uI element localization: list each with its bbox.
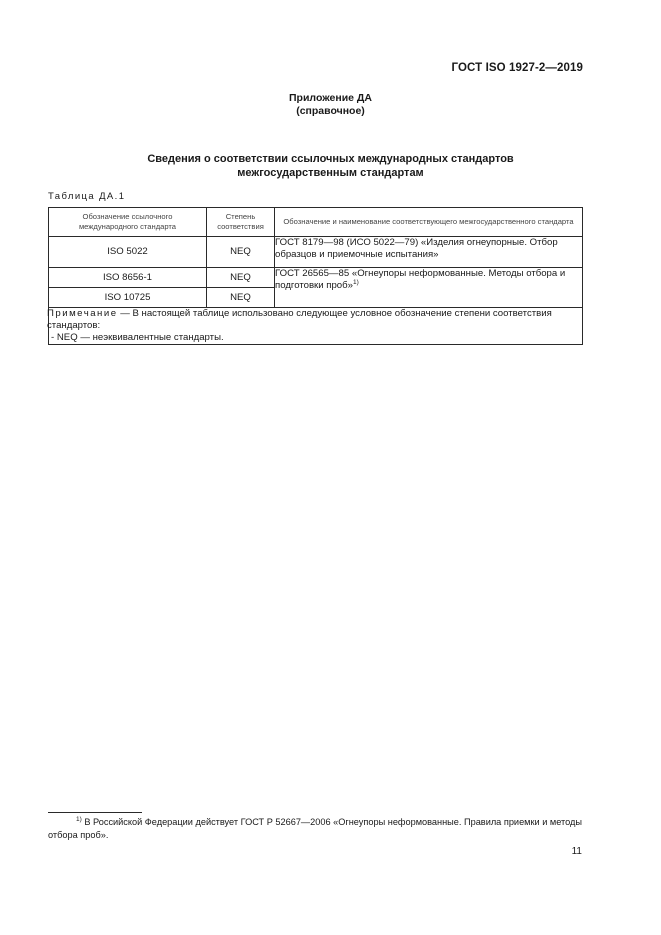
footnote-mark: 1) (76, 816, 82, 823)
header-degree: Степень соответствия (207, 208, 275, 237)
note-body: — В настоящей таблице использовано следующее условное обозначение степени соответствия стандартов: (47, 308, 552, 331)
cell-degree: NEQ (207, 237, 275, 268)
cell-standard: ISO 8656-1 (49, 268, 207, 288)
cell-description: ГОСТ 8179—98 (ИСО 5022—79) «Изделия огнеупорные. Отбор образцов и приемочные испытания» (275, 237, 583, 268)
note-item: - NEQ — неэквивалентные стандарты. (51, 332, 224, 343)
footnote-reference: 1) (352, 279, 359, 286)
cell-standard: ISO 5022 (49, 237, 207, 268)
appendix-title: Приложение ДА (289, 92, 372, 104)
table-header-row (49, 208, 583, 237)
cell-description (275, 268, 583, 308)
correspondence-table (48, 207, 583, 345)
page-number: 11 (571, 846, 582, 857)
table-row (49, 237, 583, 268)
note-text (47, 308, 582, 332)
header-standard: Обозначение ссылочного международного стандарта (49, 208, 207, 237)
note-label: Примечание (47, 308, 118, 319)
table-caption: Таблица ДА.1 (48, 191, 126, 202)
footnote-divider (48, 812, 142, 813)
description-text: ГОСТ 26565—85 «Огнеупоры неформованные. Методы отбора и подготовки проб» (275, 268, 566, 291)
footnote-text: В Российской Федерации действует ГОСТ Р 52667—2006 «Огнеупоры неформованные. Правила приемки и методы отбора проб». (48, 817, 582, 840)
document-code: ГОСТ ISO 1927-2—2019 (451, 62, 583, 74)
appendix-heading (0, 92, 661, 118)
header-description: Обозначение и наименование соответствующего межгосударственного стандарта (275, 208, 583, 237)
appendix-subtitle: (справочное) (296, 105, 365, 117)
table-row (49, 268, 583, 288)
cell-degree: NEQ (207, 288, 275, 308)
section-title (0, 152, 661, 180)
section-title-line2: межгосударственным стандартам (237, 167, 424, 179)
cell-degree: NEQ (207, 268, 275, 288)
cell-standard: ISO 10725 (49, 288, 207, 308)
section-title-line1: Сведения о соответствии ссылочных международных стандартов (147, 153, 514, 165)
footnote (48, 816, 582, 842)
table-note-row (49, 308, 583, 345)
table-note (49, 308, 583, 345)
